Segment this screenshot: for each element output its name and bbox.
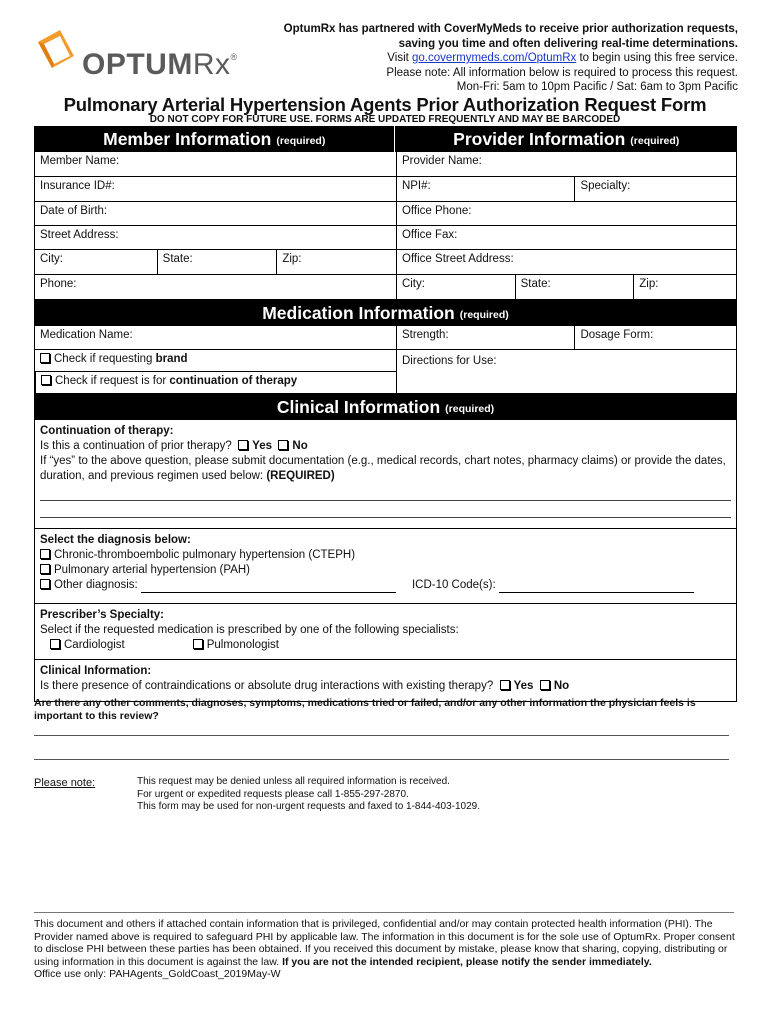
cont-no-checkbox[interactable] xyxy=(278,440,288,450)
medication-name-field[interactable]: Medication Name: xyxy=(40,329,133,341)
header-line-3: Visit go.covermymeds.com/OptumRx to begin using this free service. xyxy=(387,52,738,64)
header-line-2: saving you time and often delivering real-time determinations. xyxy=(398,37,738,50)
comments-line-1[interactable] xyxy=(34,735,729,736)
office-fax-field[interactable]: Office Fax: xyxy=(396,226,736,249)
cteph-checkbox[interactable] xyxy=(40,549,50,559)
specialty-field[interactable]: Specialty: xyxy=(574,177,736,201)
icd10-input[interactable] xyxy=(499,592,694,593)
office-use-code: Office use only: PAHAgents_GoldCoast_2019May-W xyxy=(34,968,281,980)
prescriber-title: Prescriber’s Specialty: xyxy=(40,609,165,621)
office-phone-field[interactable]: Office Phone: xyxy=(396,202,736,225)
office-street-field[interactable]: Office Street Address: xyxy=(396,250,736,274)
contraindication-question: Is there presence of contraindications or absolute drug interactions with existing therapy? Yes No xyxy=(40,680,570,692)
ci-no-checkbox[interactable] xyxy=(540,680,550,690)
cont-yes-checkbox[interactable] xyxy=(238,440,248,450)
office-zip-field[interactable]: Zip: xyxy=(633,275,736,299)
clinical-info-heading: Clinical Information (required) xyxy=(34,394,737,420)
member-name-field[interactable]: Member Name: xyxy=(40,155,120,167)
form-subtitle: DO NOT COPY FOR FUTURE USE. FORMS ARE UPDATED FREQUENTLY AND MAY BE BARCODED xyxy=(149,114,621,125)
form-grid xyxy=(34,126,737,702)
specialist-options: Cardiologist Pulmonologist xyxy=(40,638,731,653)
cardiologist-checkbox[interactable] xyxy=(50,639,60,649)
npi-field[interactable]: NPI#: xyxy=(396,177,575,201)
comments-line-2[interactable] xyxy=(34,759,729,760)
header-line-4: Please note: All information below is required to process this request. xyxy=(386,66,738,79)
medication-info-heading: Medication Information (required) xyxy=(34,300,737,326)
diagnosis-option-other[interactable]: Other diagnosis: ICD-10 Code(s): xyxy=(40,578,731,593)
prescriber-section xyxy=(34,604,737,660)
header-line-5: Mon-Fri: 5am to 10pm Pacific / Sat: 6am to 3pm Pacific xyxy=(456,81,738,93)
footer-disclaimer: This document and others if attached contain information that is privileged, confidential and/or may contain protected health information (PHI). The Provider named above is required to safeguard PHI by applicable law. The information in this document is for the sole use of OptumRx. Proper consent to disclose PHI between these parties has been obtained. If you received this document by mistake, please know that sharing, copying, distributing or using information in this document is against the law. If you are not the intended recipient, please notify the sender immediately. Office use only: PAHAgents_GoldCoast_2019May-W xyxy=(34,918,739,981)
diagnosis-title: Select the diagnosis below: xyxy=(40,534,191,546)
note-line-2: For urgent or expedited requests please call 1-855-297-2870. xyxy=(137,788,409,800)
please-note-body xyxy=(137,776,480,814)
dosage-form-field[interactable]: Dosage Form: xyxy=(574,326,736,349)
city-field[interactable]: City: xyxy=(40,253,63,265)
pah-checkbox[interactable] xyxy=(40,564,50,574)
office-city-field[interactable]: City: xyxy=(396,275,515,299)
insurance-id-field[interactable]: Insurance ID#: xyxy=(40,180,115,192)
continuation-checkbox[interactable] xyxy=(41,375,51,385)
brand-checkbox[interactable] xyxy=(40,353,50,363)
continuation-checkbox-row[interactable]: Check if request is for continuation of therapy xyxy=(35,372,396,393)
ci-yes-checkbox[interactable] xyxy=(500,680,510,690)
covermymeds-link[interactable]: go.covermymeds.com/OptumRx xyxy=(412,52,577,64)
provider-info-heading: Provider Information (required) xyxy=(395,126,737,152)
pulmonologist-checkbox[interactable] xyxy=(193,639,203,649)
brand-checkbox-row[interactable]: Check if requesting brand xyxy=(35,350,396,372)
comments-question: Are there any other comments, diagnoses, symptoms, medications tried or failed, and/or any other information the physician feels is important to this review? xyxy=(34,697,696,722)
please-note-label: Please note: xyxy=(34,777,96,789)
continuation-question: Is this a continuation of prior therapy? Yes No xyxy=(40,440,308,452)
street-address-field[interactable]: Street Address: xyxy=(40,229,119,241)
footer-divider xyxy=(34,912,734,913)
header-notice xyxy=(268,22,738,95)
header-line-1: OptumRx has partnered with CoverMyMeds to receive prior authorization requests, xyxy=(283,23,738,35)
directions-field[interactable]: Directions for Use: xyxy=(396,350,737,394)
clinical-info-section xyxy=(34,660,737,702)
member-info-heading: Member Information (required) xyxy=(34,126,395,152)
logo-mark-icon xyxy=(30,26,90,86)
continuation-section xyxy=(34,420,737,529)
diagnosis-option-pah[interactable]: Pulmonary arterial hypertension (PAH) xyxy=(40,563,731,578)
continuation-answer-line-1[interactable] xyxy=(40,484,731,501)
state-field[interactable]: State: xyxy=(157,250,277,274)
diagnosis-option-cteph[interactable]: Chronic-thromboembolic pulmonary hypertension (CTEPH) xyxy=(40,548,731,563)
continuation-instructions: If “yes” to the above question, please submit documentation (e.g., medical records, chart notes, pharmacy claims) or provide the dates, duration, and previous regimen used below: (REQUIRED) xyxy=(40,455,726,482)
continuation-title: Continuation of therapy: xyxy=(40,425,174,437)
provider-name-field[interactable]: Provider Name: xyxy=(396,152,736,176)
prescriber-question: Select if the requested medication is prescribed by one of the following specialists: xyxy=(40,624,459,636)
note-line-1: This request may be denied unless all required information is received. xyxy=(137,776,450,787)
other-diagnosis-input[interactable] xyxy=(141,592,396,593)
continuation-answer-line-2[interactable] xyxy=(40,501,731,518)
clinical-info-title: Clinical Information: xyxy=(40,665,152,677)
dob-field[interactable]: Date of Birth: xyxy=(40,205,108,217)
note-line-3: This form may be used for non-urgent requests and faxed to 1-844-403-1029. xyxy=(137,801,480,812)
zip-field[interactable]: Zip: xyxy=(276,250,396,274)
diagnosis-section xyxy=(34,529,737,604)
other-diagnosis-checkbox[interactable] xyxy=(40,579,50,589)
strength-field[interactable]: Strength: xyxy=(396,326,575,349)
office-state-field[interactable]: State: xyxy=(515,275,634,299)
form-title: Pulmonary Arterial Hypertension Agents Prior Authorization Request Form xyxy=(63,94,707,115)
phone-field[interactable]: Phone: xyxy=(40,278,77,290)
logo-wordmark: OPTUMRx® xyxy=(82,48,238,81)
